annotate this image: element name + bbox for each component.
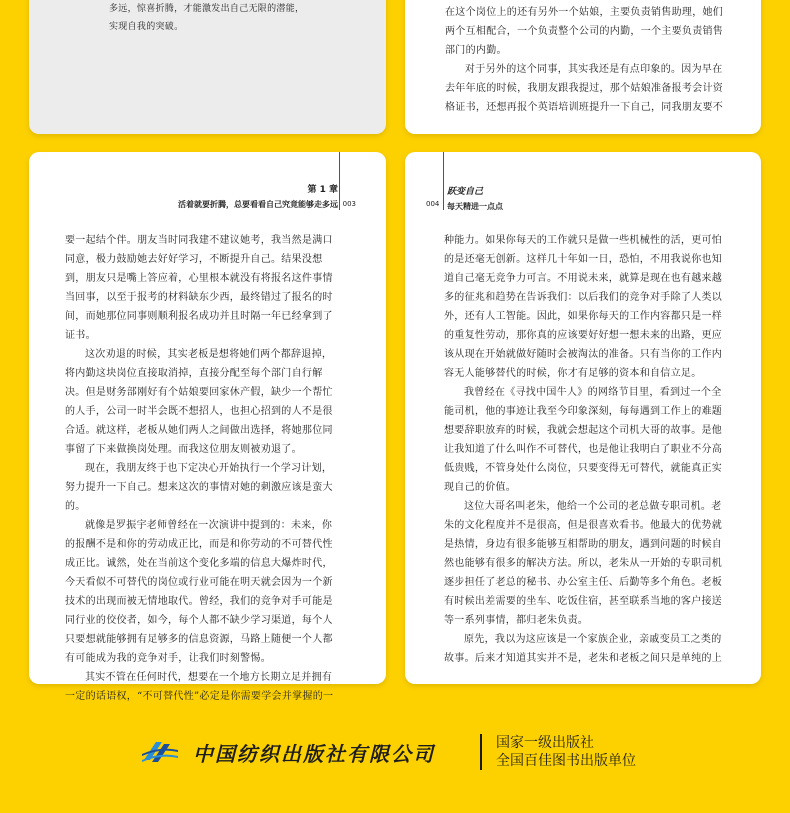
text-line: 实现自我的突破。 — [109, 22, 184, 32]
publisher-name: 中国纺织出版社有限公司 — [193, 742, 435, 766]
paragraph: 现在，我朋友终于也下定决心开始执行一个学习计划，努力提升一下自己。想来这次的事情对她的刺激应该是蛮大的。 — [65, 463, 333, 512]
footer-divider — [480, 734, 482, 770]
preview-card-top-right — [405, 0, 761, 134]
paragraph: 就像是罗振宇老师曾经在一次演讲中提到的：未来，你的报酬不是和你的劳动成正比，而是和你劳动的不可替代性成正比。诚然，处在当前这个变化多端的信息大爆炸时代，今天看似不可替代的岗位或行业可能在明天就会因为一个新技术的出现而被无情地取代。曾经，我们的竞争对手可能是同行业的佼佼者，如今，每个人都不缺少学习渠道，每个人只要想就能够拥有足够多的信息资源，马路上随便一个人都有可能成为我的竞争对手，让我们时刻警惕。 — [65, 520, 333, 664]
paragraph: 种能力。如果你每天的工作就只是做一些机械性的活，更可怕的是还毫无创新。这样几十年如一日，恐怕，不用我说你也知道自己毫无竞争力可言。不用说未来，就算是现在也有越来越多的征兆和趋势在告诉我们：以后我们的竞争对手除了人类以外，还有人工智能。因此，如果你每天的工作内容都只是一样的重复性劳动，那你真的应该要好好想一想未来的出路，更应该从现在开始就做好随时会被淘汰的准备。只有当你的工作内容无人能够替代的时候，你才有足够的资本和自信立足。 — [444, 235, 723, 379]
chapter-label: 第 1 章 — [307, 185, 338, 195]
paragraph: 在这个岗位上的还有另外一个姑娘，主要负责销售助理，她们两个互相配合，一个负责整个公司的内勤，一个主要负责销售部门的内勤。 — [445, 7, 724, 56]
running-title: 活着就要折腾，总要看看自己究竟能够走多远 — [178, 200, 338, 209]
paragraph: 要一起结个伴。朋友当时同我建不建议她考，我当然是满口同意，极力鼓励她去好好学习，不断提升自己。结果没想到，朋友只是嘴上答应着，心里根本就没有将报名这件事情当回事，以至于报考的材料缺东少西，最终错过了报名的时间，而她那位同事则顺利报名成功并且时隔一年已经拿到了证书。 — [65, 235, 333, 341]
paragraph: 其实不管在任何时代，想要在一个地方长期立足并拥有一定的话语权，“不可替代性”必定是你需要学会并掌握的一 — [65, 672, 334, 702]
page-text — [109, 0, 349, 36]
page-text — [444, 231, 725, 668]
book-title: 跃变自己 — [447, 187, 484, 197]
paragraph: 我曾经在《寻找中国牛人》的网络节目里，看到过一个全能司机，他的事迹让我至今印象深刻，每每遇到工作上的难题想要辞职放弃的时候，我就会想起这个司机大哥的故事。是他让我知道了什么叫作不可替代，也是他让我明白了职业不分高低贵贱，不管身处什么岗位，只要变得无可替代，就能真正实现自己的价值。 — [444, 387, 723, 493]
slogan-line: 全国百佳图书出版单位 — [496, 753, 636, 769]
page-text — [65, 231, 341, 706]
text-line: 多远，惊喜折腾，才能激发出自己无限的潜能， — [109, 4, 305, 14]
paragraph: 这位大哥名叫老朱，他给一个公司的老总做专职司机。老朱的文化程度并不是很高，但是很喜欢看书。他最大的优势就是热情，身边有很多能够互相帮助的朋友，遇到问题的时候自然也能够有很多的解决方法。所以，老朱从一开始的专职司机逐步担任了老总的秘书、办公室主任、后勤等多个角色。老板有时候出差需要的坐车、吃饭住宿，甚至联系当地的客户接送等一系列事情，都归老朱负责。 — [444, 501, 723, 626]
preview-card-top-left — [29, 0, 386, 134]
page-number: 004 — [426, 200, 440, 208]
header-divider — [443, 152, 444, 210]
page-text — [445, 3, 728, 117]
paragraph: 对于另外的这个同事，其实我还是有点印象的。因为早在去年年底的时候，我朋友跟我提过，那个姑娘准备报考会计资格证书，还想再报个英语培训班提升一下自己，同我朋友要不 — [445, 64, 724, 113]
book-page-003 — [29, 152, 386, 702]
page-number: 003 — [342, 200, 356, 208]
slogan-line: 国家一级出版社 — [496, 735, 594, 751]
page-header — [178, 182, 338, 210]
paragraph: 原先，我以为这应该是一个家族企业，亲戚变员工之类的故事。后来才知道其实并不是，老朱和老板之间只是单纯的上 — [444, 634, 723, 664]
running-title: 每天精进一点点 — [447, 202, 503, 211]
book-page-004 — [405, 152, 761, 684]
publisher-slogan — [496, 734, 636, 770]
page-header — [447, 184, 503, 212]
publisher-footer — [0, 728, 790, 778]
publisher-logo-icon — [142, 736, 178, 766]
header-divider — [339, 152, 340, 210]
paragraph: 这次劝退的时候，其实老板是想将她们两个都辞退掉，将内勤这块岗位直接取消掉，直接分配至每个部门自行解决。但是财务部刚好有个姑娘要回家休产假，缺少一个帮忙的人手，公司一时半会既不想招人，也担心招到的人不是很合适。就这样，老板从她们两人之间做出选择，将她那位同事留了下来做换岗处理。而我这位朋友则被劝退了。 — [65, 349, 333, 455]
